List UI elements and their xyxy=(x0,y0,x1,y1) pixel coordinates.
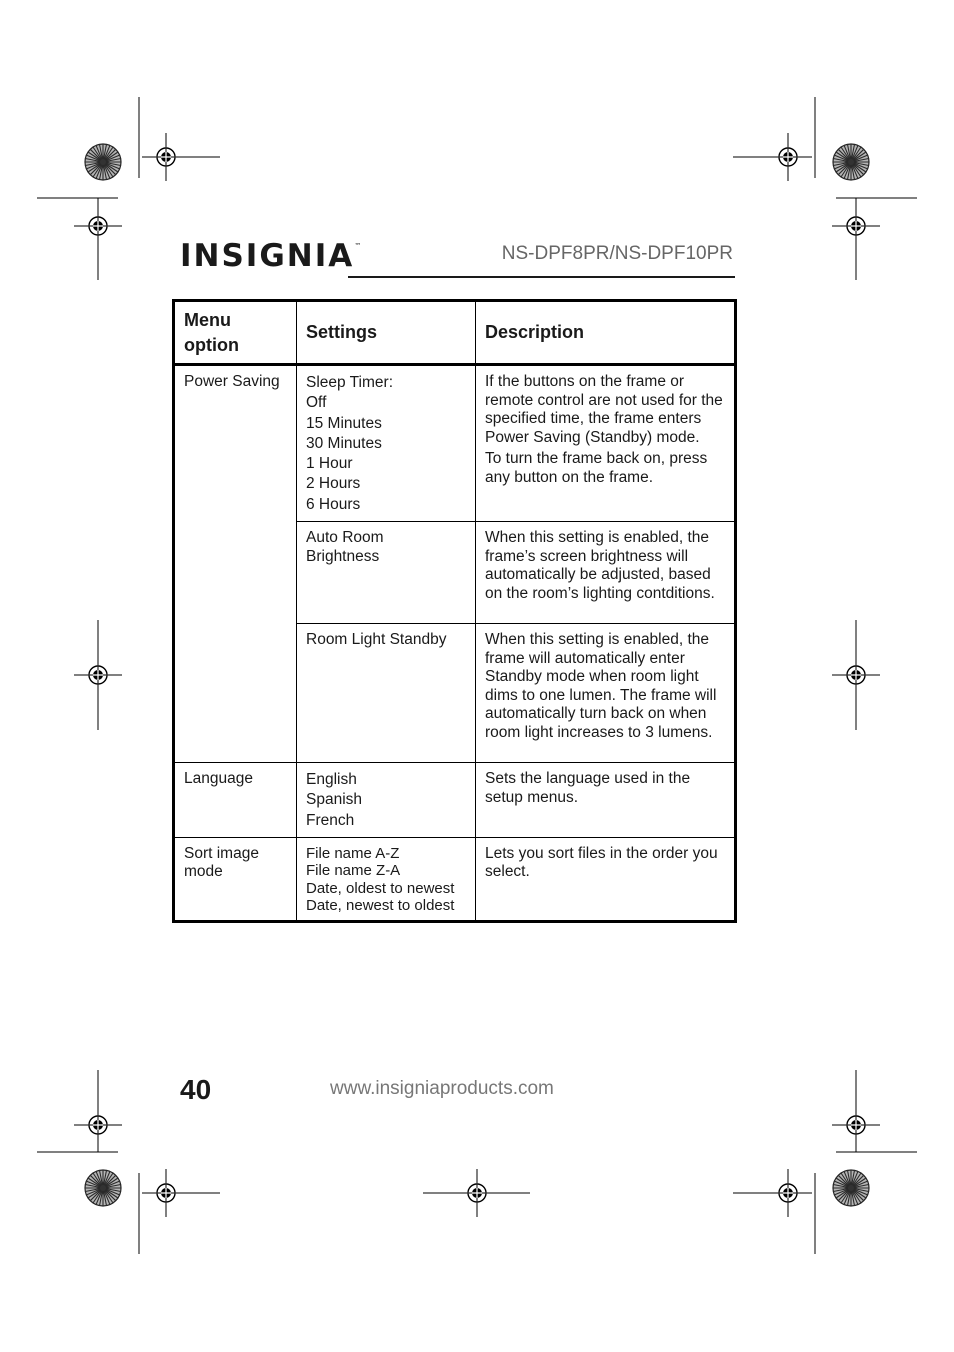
settings-cell: Room Light Standby xyxy=(297,624,476,763)
setting-value: Off xyxy=(306,394,327,412)
insignia-logo xyxy=(180,238,361,274)
model-number: NS-DPF8PR/NS-DPF10PR xyxy=(501,243,733,264)
setting-value: Sleep Timer: xyxy=(306,374,394,391)
page-number: 40 xyxy=(180,1074,212,1105)
settings-cell xyxy=(297,365,476,522)
table-row xyxy=(174,365,736,522)
header-description: Description xyxy=(476,301,736,365)
description-text: Sets the language used in the setup menus. xyxy=(485,770,691,806)
settings-cell xyxy=(297,763,476,838)
header-menu-option: Menu option xyxy=(174,301,297,365)
header-settings: Settings xyxy=(297,301,476,365)
setting-value: 6 Hours xyxy=(306,495,361,513)
setting-value: File name Z-A xyxy=(306,862,401,880)
setting-value: File name A-Z xyxy=(306,844,400,862)
menu-option-cell: Language xyxy=(174,763,297,838)
menu-options-table xyxy=(172,299,737,923)
setting-value: 2 Hours xyxy=(306,475,361,493)
description-cell xyxy=(476,837,736,921)
setting-value: 1 Hour xyxy=(306,455,353,473)
settings-cell: Auto Room Brightness xyxy=(297,522,476,624)
description-text: When this setting is enabled, the frame will automatically enter Standby mode when room light dims to one lumen. The frame will automatically turn back on when room light increases to 3 lumens. xyxy=(485,631,717,741)
description-cell xyxy=(476,624,736,763)
setting-value: French xyxy=(306,811,355,829)
description-text: To turn the frame back on, press any button on the frame. xyxy=(485,450,708,486)
setting-value: 15 Minutes xyxy=(306,414,382,432)
trademark-symbol: ™ xyxy=(354,242,362,250)
setting-value: Spanish xyxy=(306,791,363,809)
description-text: When this setting is enabled, the frame’s screen brightness will automatically be adjusted, based on the room’s lighting contditions. xyxy=(485,529,715,602)
table-row xyxy=(174,763,736,838)
settings-cell xyxy=(297,837,476,921)
description-text: If the buttons on the frame or remote control are not used for the specified time, the frame enters Power Saving (Standby) mode. xyxy=(485,373,723,446)
setting-value: 30 Minutes xyxy=(306,434,382,452)
website-url: www.insigniaproducts.com xyxy=(330,1078,554,1099)
setting-value: Date, oldest to newest xyxy=(306,879,455,897)
menu-option-cell: Sort image mode xyxy=(174,837,297,921)
description-text: Lets you sort files in the order you select. xyxy=(485,844,718,881)
description-cell xyxy=(476,763,736,838)
table-header-row xyxy=(174,301,736,365)
description-cell xyxy=(476,365,736,522)
setting-value: English xyxy=(306,771,357,789)
setting-value: Date, newest to oldest xyxy=(306,896,455,914)
header-rule xyxy=(348,276,735,278)
menu-option-cell: Power Saving xyxy=(174,365,297,763)
brand-name: INSIGNIA xyxy=(180,238,355,274)
description-cell xyxy=(476,522,736,624)
table-row xyxy=(174,837,736,921)
